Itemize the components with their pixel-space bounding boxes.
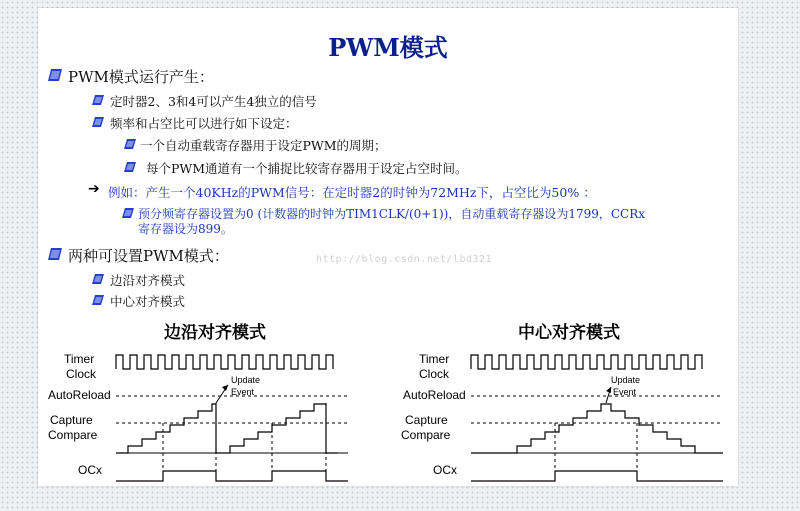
event-label: Event	[613, 387, 637, 397]
edge-aligned-timing-diagram	[38, 343, 388, 486]
ocx-label: OCx	[433, 463, 457, 477]
example-detail: 预分频寄存器设置为0 (计数器的时钟为TIM1CLK/(0+1))，自动重载寄存器设为1799，CCRx	[138, 207, 646, 221]
autoreload-label: AutoReload	[48, 388, 111, 402]
counter-waveform	[116, 404, 338, 453]
event-label: Event	[231, 387, 255, 397]
ocx-label: OCx	[78, 463, 102, 477]
ocx-waveform	[471, 471, 723, 481]
capture-label: Capture	[50, 413, 93, 427]
list-item: 中心对齐模式	[110, 294, 186, 309]
clock-label: Clock	[419, 367, 450, 381]
slide-bullet-icon	[92, 295, 104, 305]
section2-heading: 两种可设置PWM模式：	[68, 247, 229, 265]
update-label: Update	[611, 375, 641, 385]
list-item: 频率和占空比可以进行如下设定：	[110, 116, 298, 131]
example-detail: 寄存器设为899。	[138, 222, 233, 236]
watermark: http://blog.csdn.net/lbd321	[316, 254, 493, 265]
arrowhead-icon	[606, 387, 611, 393]
compare-label: Compare	[401, 428, 451, 442]
section1-heading: PWM模式运行产生：	[68, 68, 214, 86]
slide-bullet-icon	[124, 139, 136, 149]
ocx-waveform	[116, 471, 348, 481]
list-item: 定时器2、3和4可以产生4独立的信号	[110, 94, 317, 109]
arrow-right-icon: ➔	[88, 181, 100, 197]
slide	[38, 8, 738, 486]
autoreload-label: AutoReload	[403, 388, 466, 402]
capture-label: Capture	[405, 413, 448, 427]
slide-bullet-icon	[122, 208, 134, 218]
slide-bullet-icon	[48, 69, 62, 81]
example-text: 例如：产生一个40KHz的PWM信号：在定时器2的时钟为72MHz下，占空比为50% ：	[108, 185, 596, 200]
center-aligned-timing-diagram	[393, 343, 738, 486]
update-label: Update	[231, 375, 261, 385]
slide-bullet-icon	[124, 162, 136, 172]
list-item: 边沿对齐模式	[110, 273, 186, 288]
slide-bullet-icon	[92, 274, 104, 284]
slide-bullet-icon	[48, 248, 62, 260]
slide-bullet-icon	[92, 117, 104, 127]
clock-label: Clock	[66, 367, 97, 381]
timer-label: Timer	[64, 352, 95, 366]
edge-diagram-title: 边沿对齐模式	[164, 323, 266, 343]
page-title: PWM模式	[328, 33, 448, 62]
list-subitem: 每个PWM通道有一个捕捉比较寄存器用于设定占空时间。	[146, 161, 468, 176]
clock-waveform	[116, 355, 333, 369]
list-subitem: 一个自动重载寄存器用于设定PWM的周期；	[140, 138, 387, 153]
clock-waveform	[471, 355, 702, 369]
slide-bullet-icon	[92, 95, 104, 105]
center-diagram-title: 中心对齐模式	[518, 323, 620, 343]
timer-label: Timer	[419, 352, 450, 366]
compare-label: Compare	[48, 428, 98, 442]
counter-waveform	[471, 404, 723, 453]
